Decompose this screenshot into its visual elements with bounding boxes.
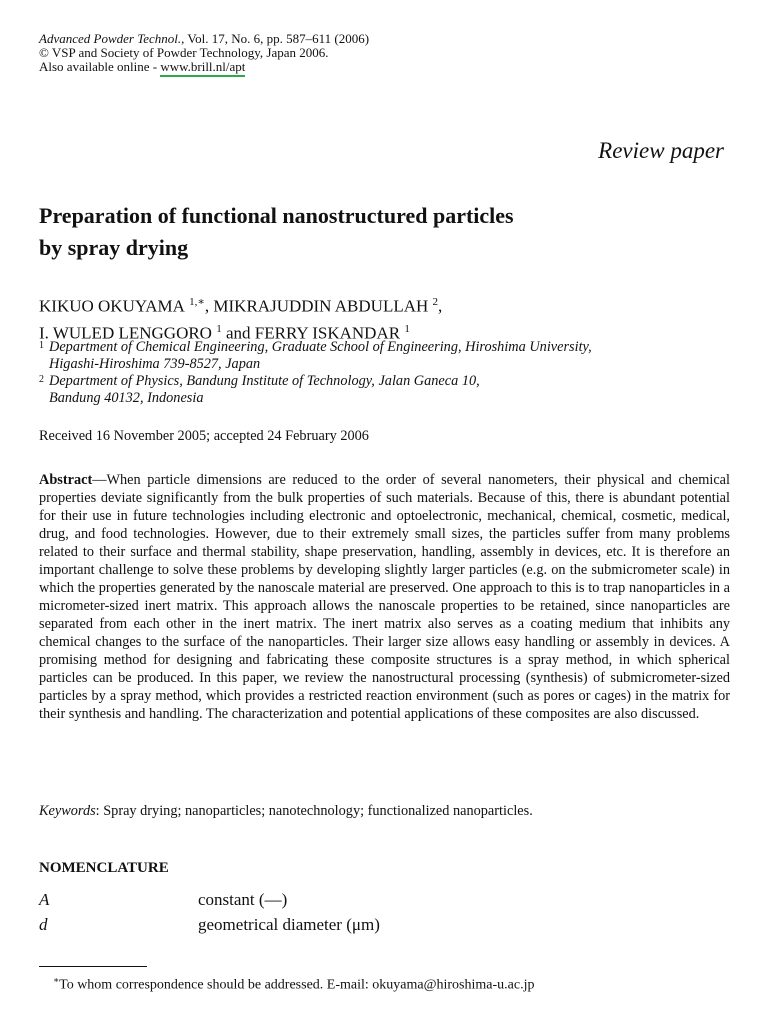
affiliation-line: Higashi-Hiroshima 739-8527, Japan xyxy=(49,356,261,372)
author-separator: , xyxy=(438,296,443,316)
received-dates: Received 16 November 2005; accepted 24 February 2006 xyxy=(39,428,369,444)
nomenclature-symbol: A xyxy=(39,890,50,909)
footnote-rule xyxy=(39,966,147,967)
author-separator: , xyxy=(204,296,214,316)
affiliation-text xyxy=(49,339,739,373)
paper-type: Review paper xyxy=(598,138,724,163)
author-affil-mark: 1,∗ xyxy=(189,296,205,308)
author-name: I. WULED LENGGORO xyxy=(39,323,212,343)
authors-line-1 xyxy=(39,291,739,318)
title-line-2: by spray drying xyxy=(39,235,189,260)
affiliation-1 xyxy=(39,339,739,373)
copyright-line: © VSP and Society of Powder Technology, Japan 2006. xyxy=(39,45,329,60)
keywords-text: : Spray drying; nanoparticles; nanotechnology; functionalized nanoparticles. xyxy=(95,803,533,819)
author-affil-mark: 1 xyxy=(216,322,222,335)
affiliation-line: Bandung 40132, Indonesia xyxy=(49,390,204,406)
footnote-mark: ∗ xyxy=(53,975,60,985)
affiliation-number: 2 xyxy=(39,374,44,385)
nomenclature-symbol: d xyxy=(39,915,48,934)
author-name: KIKUO OKUYAMA xyxy=(39,296,185,316)
abstract xyxy=(39,471,730,723)
journal-name: Advanced Powder Technol. xyxy=(39,31,182,46)
author-list xyxy=(39,291,739,344)
abstract-text: —When particle dimensions are reduced to the order of several nanometers, their physical and chemical properties deviate significantly from the bulk properties of such materials. Because of this, there is abundant potential for their use in future technologies including electronic and optoelectronic, mechanical, chemical, cosmetic, medical, drug, and food technologies. However, due to their extremely small sizes, the particles suffer from many problems related to their surface and thermal stability, shape preservation, handling, assembly in devices, etc. It is therefore an important challenge to solve these problems by developing slightly larger particles (e.g. on the submicrometer scale) in which the properties generated by the nanoscale material are preserved. One approach to this is to trap nanoparticles in a micrometer-sized inert matrix. This approach allows the nanoscale properties to be retained, since nanoparticles are separated from each other in the inert matrix. The inert matrix also serves as a coating medium that inhibits any chemical changes to the surface of the nanoparticles. Their larger size allows easy handling or assembly in devices. A promising method for designing and fabricating these composite structures is a spray method, in which spherical particles can be produced. In this paper, we review the nanostructural processing (synthesis) of submicrometer-sized particles by a spray method, which provides a restricted reaction environment (such as pores or cages) in the matrix for their synthesis and handling. The characterization and potential applications of these composites are also discussed. xyxy=(39,472,730,722)
online-prefix: Also available online - xyxy=(39,59,161,74)
footnote-text: To whom correspondence should be addressed. E-mail: okuyama@hiroshima-u.ac.jp xyxy=(59,977,535,993)
paper-title xyxy=(39,200,739,264)
author-name: FERRY ISKANDAR xyxy=(254,323,401,343)
affiliation-line: Department of Physics, Bandung Institute of Technology, Jalan Ganeca 10, xyxy=(49,373,480,389)
correspondence-footnote xyxy=(53,975,534,994)
affiliations xyxy=(39,339,739,407)
affiliation-2 xyxy=(39,373,739,407)
affiliation-line: Department of Chemical Engineering, Graduate School of Engineering, Hiroshima University, xyxy=(49,339,592,355)
journal-website-link[interactable]: www.brill.nl/apt xyxy=(160,59,245,77)
affiliation-text xyxy=(49,373,739,407)
keywords-label: Keywords xyxy=(39,803,96,819)
title-line-1: Preparation of functional nanostructured particles xyxy=(39,203,514,228)
citation-line xyxy=(39,32,369,46)
online-line xyxy=(39,60,369,74)
nomenclature-definition: constant (—) xyxy=(198,890,288,909)
journal-header xyxy=(39,32,369,74)
author-conjunction: and xyxy=(221,323,255,343)
affiliation-number: 1 xyxy=(39,340,44,351)
author-affil-mark: 2 xyxy=(432,296,439,308)
abstract-label: Abstract xyxy=(39,472,93,488)
nomenclature-definition: geometrical diameter (μm) xyxy=(198,915,380,934)
citation-details: , Vol. 17, No. 6, pp. 587–611 (2006) xyxy=(181,31,370,46)
keywords xyxy=(39,803,533,820)
author-affil-mark: 1 xyxy=(404,322,410,335)
author-name: MIKRAJUDDIN ABDULLAH xyxy=(213,296,429,316)
nomenclature-heading: NOMENCLATURE xyxy=(39,860,169,876)
